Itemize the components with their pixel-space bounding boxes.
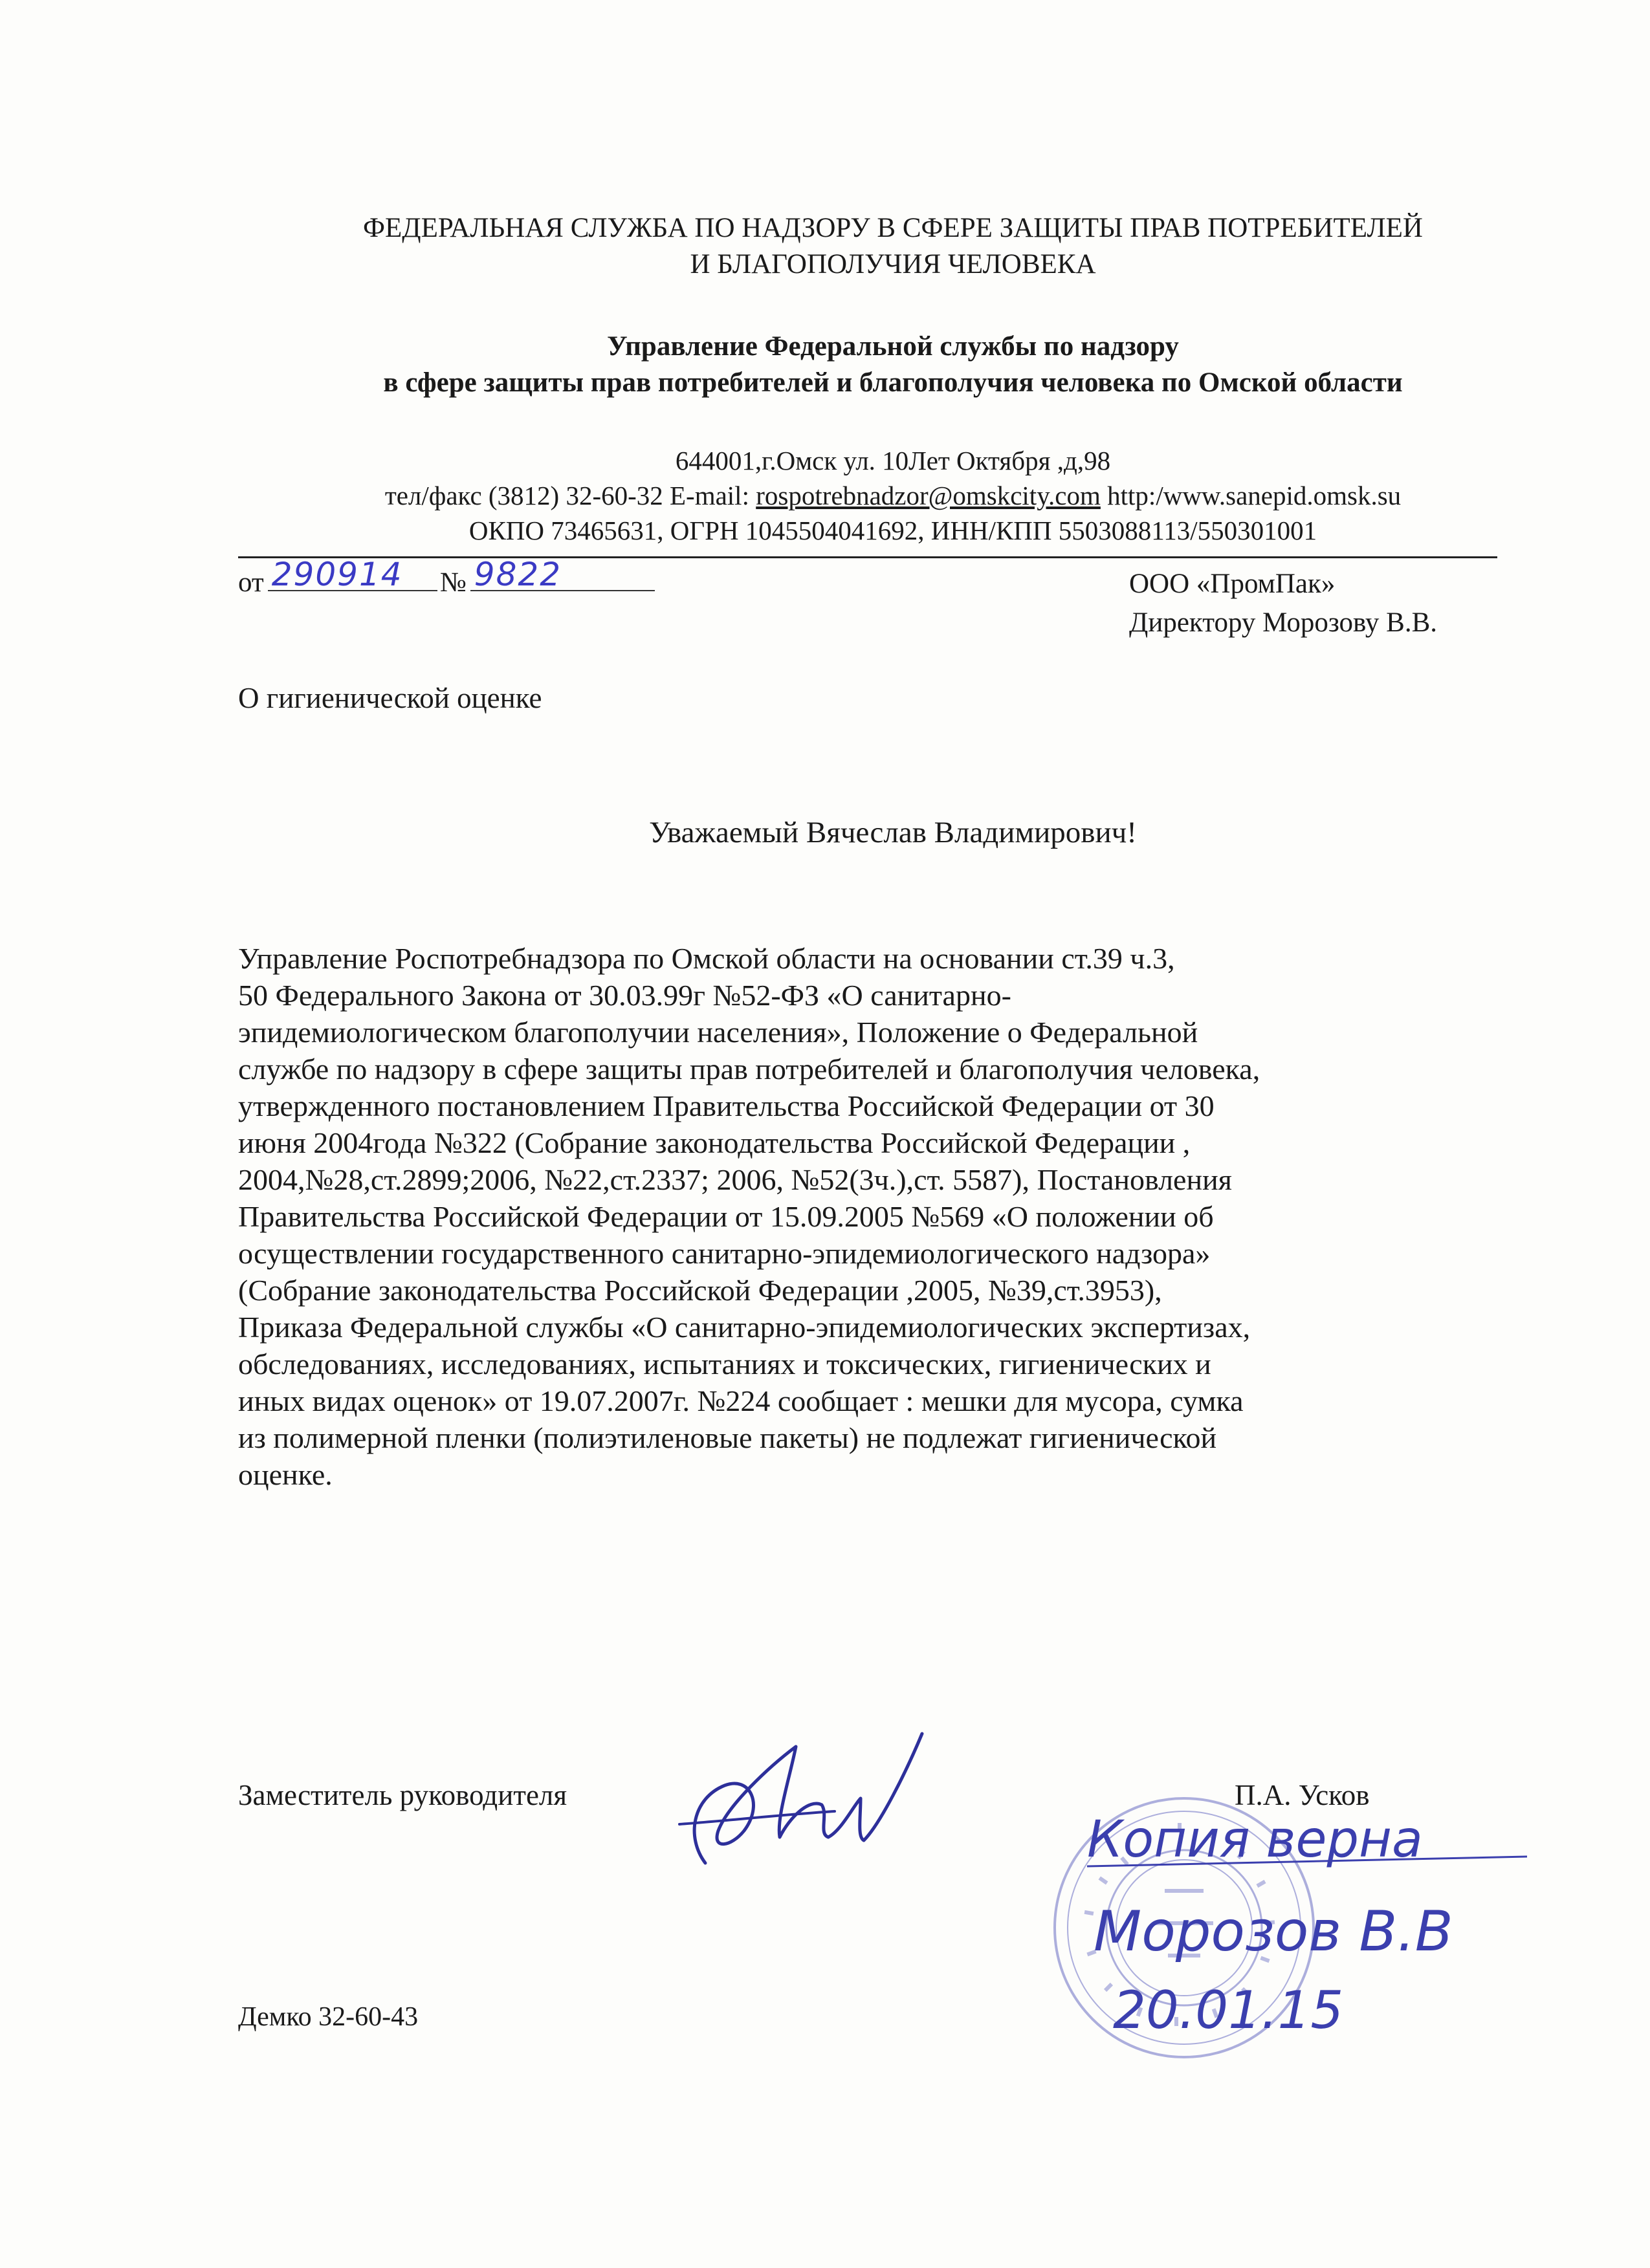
agency-name-line2: И БЛАГОПОЛУЧИЯ ЧЕЛОВЕКА <box>690 249 1096 279</box>
recipient-org: ООО «ПромПак» <box>1129 569 1336 599</box>
contact-person: Демко 32-60-43 <box>238 2002 419 2032</box>
registry-line: ОКПО 73465631, ОГРН 1045504041692, ИНН/КПП 5503088113/550301001 <box>468 516 1317 545</box>
body-line: Приказа Федеральной службы «О санитарно-эпидемиологических экспертизах, <box>238 1311 1251 1344</box>
signatory-title: Заместитель руководителя <box>238 1779 567 1811</box>
phone-text: тел/факс (3812) 32-60-32 E-mail: <box>384 481 756 510</box>
note-line-copy-correct: Копия верна <box>1087 1811 1423 1869</box>
email-link[interactable]: rospotrebnadzor@omskcity.com <box>756 481 1101 510</box>
number-label: № <box>439 567 467 598</box>
note-line-date: 20.01.15 <box>1113 1980 1344 2040</box>
contact-line <box>194 478 1592 513</box>
number-field <box>470 556 655 593</box>
body-line: Правительства Российской Федерации от 15.09.2005 №569 «О положении об <box>238 1200 1214 1233</box>
body-line: 2004,№28,ст.2899;2006, №22,ст.2337; 2006, №52(3ч.),ст. 5587), Постановления <box>238 1163 1232 1196</box>
body-line: обследованиях, исследованиях, испытаниях и токсических, гигиенических и <box>238 1347 1211 1380</box>
body-line: июня 2004года №322 (Собрание законодательства Российской Федерации , <box>238 1126 1191 1159</box>
subject-line: О гигиенической оценке <box>238 682 542 714</box>
body-line: службе по надзору в сфере защиты прав потребителей и благополучия человека, <box>238 1052 1260 1085</box>
body-line: осуществлении государственного санитарно-эпидемиологического надзора» <box>238 1237 1211 1270</box>
body-line: из полимерной пленки (полиэтиленовые пакеты) не подлежат гигиенической <box>238 1421 1217 1454</box>
department-name-line2: в сфере защиты прав потребителей и благополучия человека по Омской области <box>383 367 1403 398</box>
website-text: http:/www.sanepid.omsk.su <box>1100 481 1402 510</box>
agency-name-line1: ФЕДЕРАЛЬНАЯ СЛУЖБА ПО НАДЗОРУ В СФЕРЕ ЗАЩИТЫ ПРАВ ПОТРЕБИТЕЛЕЙ <box>363 213 1423 243</box>
body-line: утвержденного постановлением Правительства Российской Федерации от 30 <box>238 1089 1215 1122</box>
body-line: иных видах оценок» от 19.07.2007г. №224 сообщает : мешки для мусора, сумка <box>238 1384 1244 1417</box>
header-divider <box>238 556 1497 558</box>
handwritten-certification-note <box>1074 1785 1540 2057</box>
handwritten-number: 9822 <box>474 556 562 593</box>
reference-line <box>238 556 655 601</box>
body-line: (Собрание законодательства Российской Федерации ,2005, №39,ст.3953), <box>238 1274 1162 1307</box>
body-line: Управление Роспотребнадзора по Омской области на основании ст.39 ч.3, <box>238 942 1175 975</box>
from-label: от <box>238 567 264 598</box>
body-line: эпидемиологическом благополучии населения», Положение о Федеральной <box>238 1016 1198 1049</box>
note-line-name: Морозов В.В <box>1094 1899 1453 1964</box>
address-line: 644001,г.Омск ул. 10Лет Октября ,д,98 <box>675 446 1111 475</box>
handwritten-date: 290914 <box>271 556 403 593</box>
body-line: оценке. <box>238 1458 333 1491</box>
department-name-line1: Управление Федеральной службы по надзору <box>607 331 1179 362</box>
body-line: 50 Федерального Закона от 30.03.99г №52-ФЗ «О санитарно- <box>238 979 1011 1012</box>
recipient-person: Директору Морозову В.В. <box>1129 607 1438 638</box>
handwritten-signature <box>666 1708 938 1902</box>
salutation: Уважаемый Вячеслав Владимирович! <box>649 816 1137 849</box>
signatory-name: П.А. Усков <box>1235 1779 1370 1811</box>
date-field <box>268 556 437 593</box>
